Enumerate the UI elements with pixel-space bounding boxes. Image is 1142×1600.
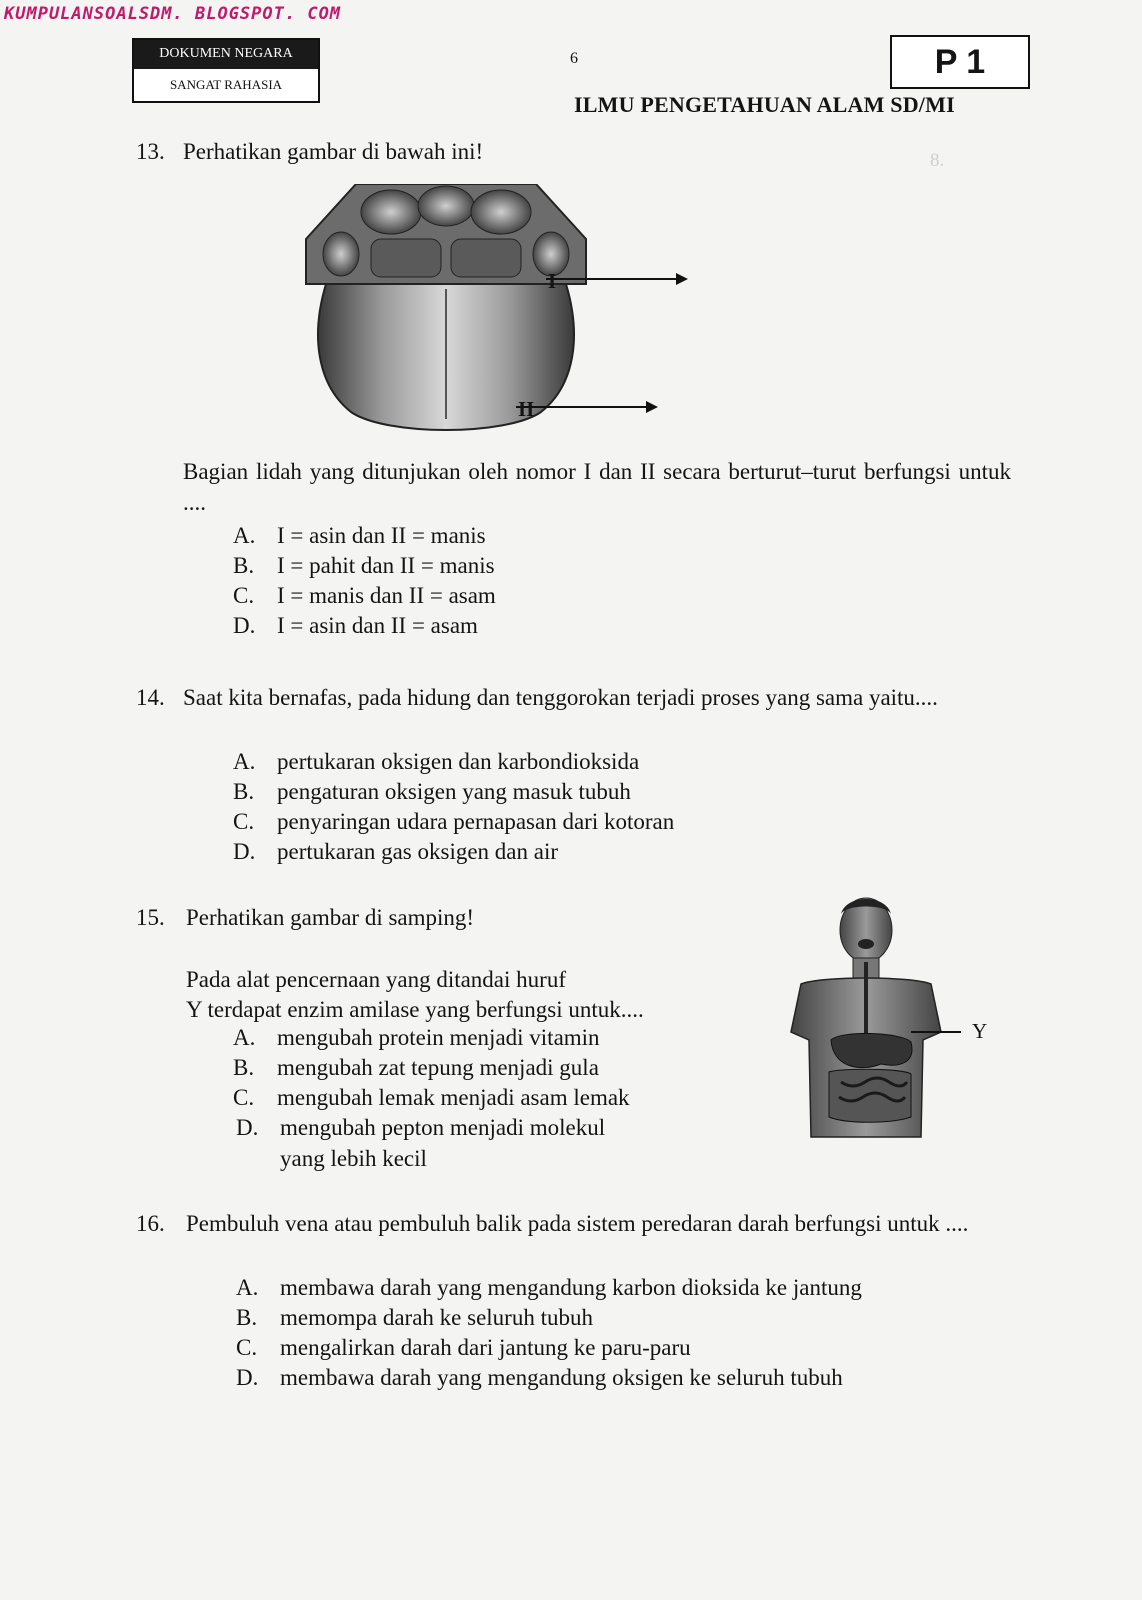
question-text-line-2: Y terdapat enzim amilase yang berfungsi untuk.... — [186, 997, 644, 1022]
option-text: mengubah lemak menjadi asam lemak — [277, 1085, 630, 1110]
option-text: I = manis dan II = asam — [277, 583, 496, 608]
option-text: mengalirkan darah dari jantung ke paru-paru — [280, 1335, 691, 1360]
option-text: membawa darah yang mengandung oksigen ke seluruh tubuh — [280, 1365, 843, 1390]
option-text: pertukaran gas oksigen dan air — [277, 839, 559, 864]
page-number: 6 — [570, 50, 578, 67]
option-letter: C. — [233, 583, 255, 608]
option-a[interactable] — [233, 746, 639, 777]
option-b[interactable] — [233, 1052, 599, 1083]
question-14 — [136, 682, 1016, 872]
option-c[interactable] — [233, 580, 496, 611]
question-number: 14. — [136, 685, 165, 710]
option-letter: A. — [233, 523, 256, 548]
option-text: I = asin dan II = manis — [277, 523, 486, 548]
option-letter: B. — [233, 779, 255, 804]
question-number: 13. — [136, 139, 165, 164]
option-text: mengubah pepton menjadi molekul — [280, 1115, 606, 1140]
option-letter: A. — [233, 1025, 256, 1050]
subject-title: ILMU PENGETAHUAN ALAM SD/MI — [574, 92, 955, 117]
option-text: pertukaran oksigen dan karbondioksida — [277, 749, 640, 774]
option-a[interactable] — [233, 1022, 600, 1053]
option-text: penyaringan udara pernapasan dari kotoran — [277, 809, 675, 834]
digestive-system-figure — [761, 892, 971, 1152]
option-text: I = pahit dan II = manis — [277, 553, 495, 578]
option-letter: C. — [233, 809, 255, 834]
option-text: membawa darah yang mengandung karbon dioksida ke jantung — [280, 1275, 862, 1300]
option-b[interactable] — [233, 776, 631, 807]
figure-label-ii: II — [518, 397, 535, 421]
doc-label: DOKUMEN NEGARA — [134, 40, 318, 69]
option-c[interactable] — [236, 1332, 691, 1363]
option-c[interactable] — [233, 806, 674, 837]
question-text: Bagian lidah yang ditunjukan oleh nomor I dan II secara berturut–turut berfungsi untuk .... — [183, 459, 1011, 515]
option-b[interactable] — [236, 1302, 593, 1333]
option-letter: D. — [236, 1115, 259, 1140]
option-d[interactable] — [236, 1112, 605, 1143]
option-letter: B. — [233, 1055, 255, 1080]
option-letter: B. — [236, 1305, 258, 1330]
paper-code-box: P 1 — [890, 35, 1030, 89]
option-letter: D. — [233, 839, 256, 864]
question-stem: Perhatikan gambar di samping! — [186, 905, 475, 930]
option-b[interactable] — [233, 550, 495, 581]
option-d[interactable] — [233, 610, 478, 641]
arrow-head-icon — [676, 273, 688, 285]
option-a[interactable] — [236, 1272, 862, 1303]
option-d[interactable] — [233, 836, 558, 867]
option-letter: D. — [236, 1365, 259, 1390]
document-classification-box — [132, 38, 320, 103]
tongue-figure — [286, 184, 706, 434]
question-text-line-1: Pada alat pencernaan yang ditandai huruf — [186, 967, 566, 992]
option-text: pengaturan oksigen yang masuk tubuh — [277, 779, 631, 804]
question-number: 16. — [136, 1211, 165, 1236]
question-number: 15. — [136, 905, 165, 930]
question-13 — [136, 136, 1016, 646]
option-c[interactable] — [233, 1082, 630, 1113]
watermark: KUMPULANSOALSDM. BLOGSPOT. COM — [4, 4, 342, 24]
option-letter: A. — [233, 749, 256, 774]
figure-label-y: Y — [972, 1019, 988, 1043]
option-letter: C. — [233, 1085, 255, 1110]
option-letter: A. — [236, 1275, 259, 1300]
arrow-head-icon — [646, 401, 658, 413]
figure-label-i: I — [548, 269, 557, 293]
option-d-continuation: yang lebih kecil — [280, 1146, 427, 1171]
question-stem: Perhatikan gambar di bawah ini! — [183, 139, 484, 164]
question-stem: Saat kita bernafas, pada hidung dan tenggorokan terjadi proses yang sama yaitu.... — [183, 685, 938, 710]
option-text: memompa darah ke seluruh tubuh — [280, 1305, 593, 1330]
question-stem: Pembuluh vena atau pembuluh balik pada sistem peredaran darah berfungsi untuk .... — [186, 1211, 969, 1236]
option-text: mengubah zat tepung menjadi gula — [277, 1055, 599, 1080]
option-text: I = asin dan II = asam — [277, 613, 478, 638]
secret-label: SANGAT RAHASIA — [134, 69, 318, 101]
question-15 — [136, 902, 1016, 1182]
option-letter: D. — [233, 613, 256, 638]
option-a[interactable] — [233, 520, 486, 551]
question-16 — [136, 1208, 1016, 1398]
option-d[interactable] — [236, 1362, 843, 1393]
option-text: mengubah protein menjadi vitamin — [277, 1025, 600, 1050]
option-letter: C. — [236, 1335, 258, 1360]
bleed-through-text: 8. — [930, 150, 945, 171]
option-letter: B. — [233, 553, 255, 578]
